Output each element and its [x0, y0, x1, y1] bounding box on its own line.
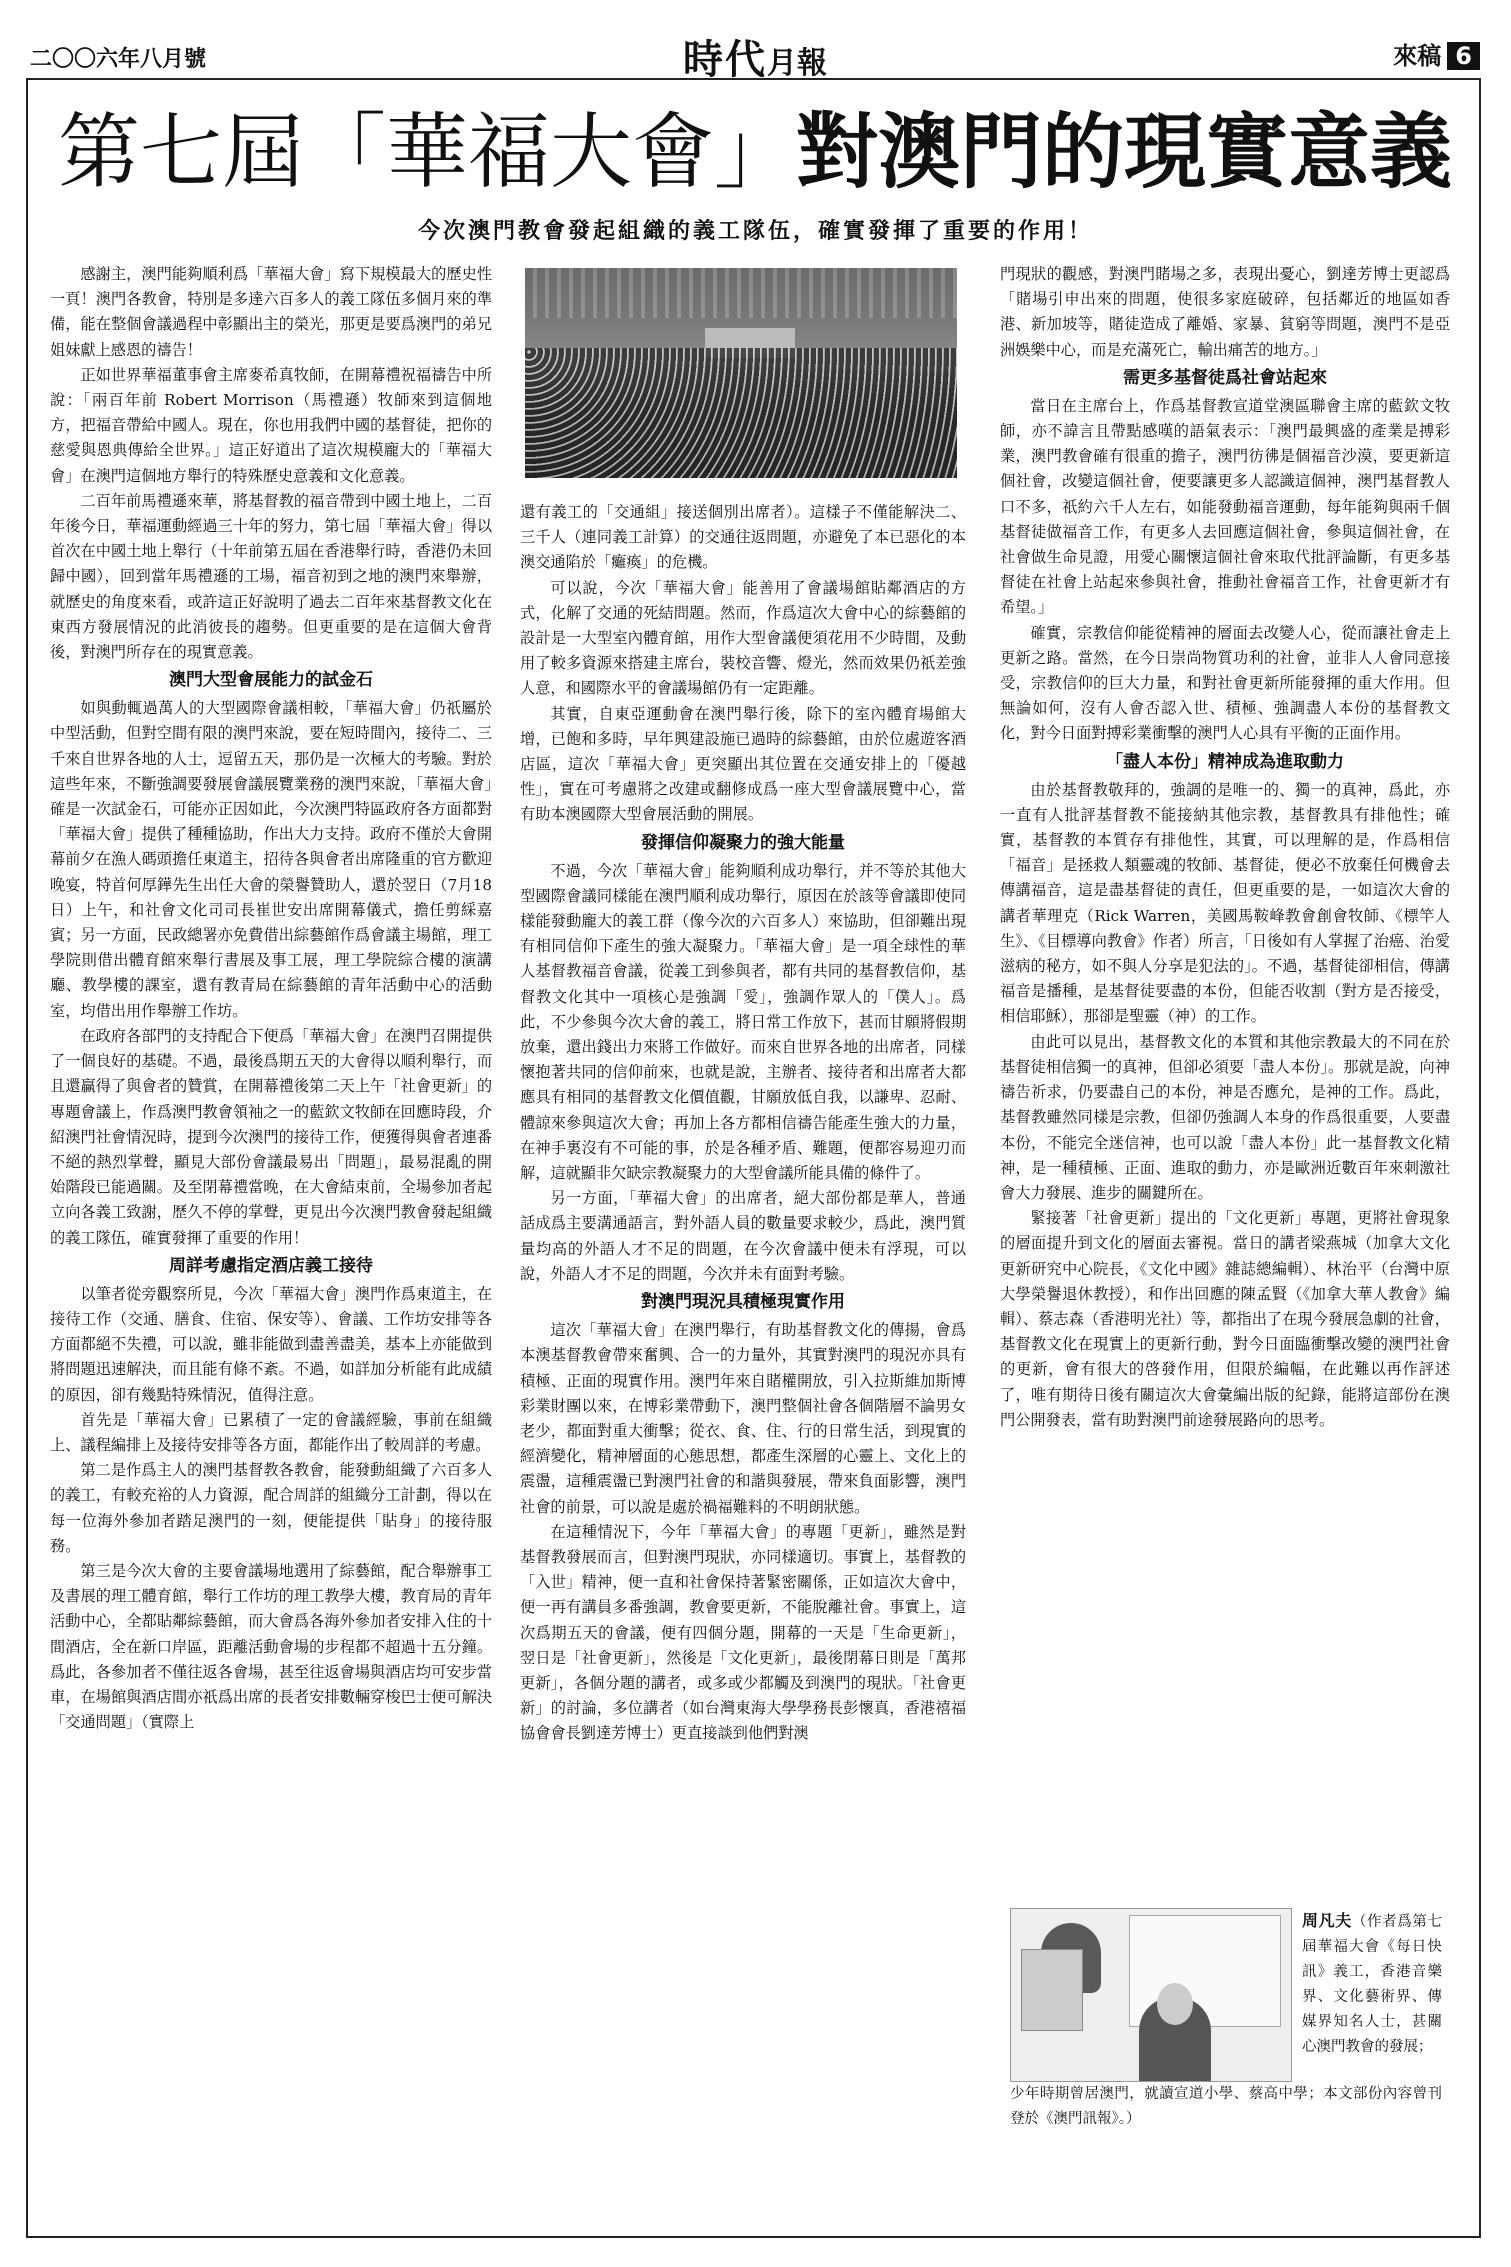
author-bio-text: （作者爲第七屆華福大會《每日快訊》義工，香港音樂界、文化藝術界、傳媒界知名人士，甚關心澳門教會的發展；: [1302, 1914, 1442, 2055]
article-headline: [58, 105, 1453, 200]
photo-roof: [525, 268, 957, 318]
paragraph: 當日在主席台上，作爲基督教宣道堂澳區聯會主席的藍欽文牧師，亦不諱言且帶點感嘆的語氣表示：「澳門最興盛的產業是搏彩業，澳門教會確有很重的擔子，澳門彷彿是個福音沙漠，要更新這個社會，改變這個社會，便要讓更多人認識這個神，澳門基督教人口不多，祇約六千人左右，如能發動福音運動，每年能夠與兩千個基督徒做福音工作，有更多人去回應這個社會，參與這個社會，在社會做生命見證，用愛心關懷這個社會來取代批評論斷，有更多基督徒在社會上站起來參與社會，推動社會福音工作，社會更新才有希望。」: [1000, 396, 1450, 617]
section-heading: 「盡人本份」精神成為進取動力: [1106, 751, 1344, 772]
column-1: [50, 262, 492, 1735]
conference-hall-photo: [525, 268, 957, 478]
paragraph: 確實，宗教信仰能從精神的層面去改變人心，從而讓社會走上更新之路。當然，在今日崇尚物質功利的社會，並非人人會同意接受，宗教信仰的巨大力量，和對社會更新所能發揮的重大作用。但無論如何，沒有人會否認入世、積極、強調盡人本份的基督教文化，對今日面對搏彩業衝擊的澳門人心具有平衡的正面作用。: [1000, 623, 1450, 743]
issue-date: 二〇〇六年八月號: [30, 47, 207, 72]
section-name: 來稿: [1393, 42, 1442, 70]
paragraph: 如與動輒過萬人的大型國際會議相較，「華福大會」仍祇屬於中型活動，但對空間有限的澳門來說，要在短時間內，接待二、三千來自世界各地的人士，逗留五天，那仍是一次極大的考驗。對於這些年來，不斷強調要發展會議展覽業務的澳門來說，「華福大會」確是一次試金石，可能亦正因如此，今次澳門特區政府各方面都對「華福大會」提供了種種協助，作出大力支持。政府不僅於大會開幕前夕在漁人碼頭擔任東道主，招待各與會者出席隆重的官方歡迎晚宴，特首何厚鏵先生出任大會的榮譽贊助人，還於翌日（7月18日）上午，和社會文化司司長崔世安出席開幕儀式，擔任剪綵嘉賓；另一方面，民政總署亦免費借出綜藝館作爲會議主場館，理工學院則借出體育館來舉行書展及事工展，理工學院綜合樓的演講廳、教學樓的課室，還有教青局在綜藝館的青年活動中心的活動室，均借出用作舉辦工作坊。: [50, 699, 492, 1020]
paragraph: 這次「華福大會」在澳門舉行，有助基督教文化的傳揚，會爲本澳基督教會帶來奮興、合一的力量外，其實對澳門的現況亦具有積極、正面的現實作用。澳門年來自賭權開放，引入拉斯維加斯博彩業財團以來，在博彩業帶動下，澳門整個社會各個階層不論男女老少，都面對重大衝擊；從衣、食、住、行的日常生活，到現實的經濟變化，精神層面的心態思想，都產生深層的心靈上、文化上的震盪，這種震盪已對澳門社會的和諧與發展，帶來負面影響，澳門社會的前景，可以說是處於禍福難料的不明朗狀態。: [520, 1321, 966, 1516]
section-heading: 需更多基督徒爲社會站起來: [1123, 367, 1327, 388]
section-heading: 對澳門現況具積極現實作用: [641, 1292, 845, 1313]
section-heading: 周詳考慮指定酒店義工接待: [169, 1255, 373, 1276]
paragraph: 二百年前馬禮遜來華，將基督教的福音帶到中國土地上，二百年後今日，華福運動經過三十年的努力，第七屆「華福大會」得以首次在中國土地上舉行（十年前第五屆在香港舉行時，香港仍未回歸中國），回到當年馬禮遜的工場，福音初到之地的澳門來舉辦，就歷史的角度來看，或許這正好說明了過去二百年來基督教文化在東西方發展情況的此消彼長的趨勢。但更重要的是在這個大會背後，對澳門所存在的現實意義。: [50, 491, 492, 662]
headline-part2: 對澳門的現實意義: [796, 105, 1453, 200]
newspaper-title: [30, 28, 1480, 85]
paragraph: 第二是作爲主人的澳門基督教各教會，能發動組織了六百多人的義工，有較充裕的人力資源，配合周詳的組織分工計劃，得以在每一位海外參加者踏足澳門的一刻，便能提供「貼身」的接待服務。: [50, 1461, 492, 1555]
headline-part1: 第七屆「華福大會」: [58, 105, 797, 200]
paragraph: 以筆者從旁觀察所見，今次「華福大會」澳門作爲東道主，在接待工作（交通、膳食、住宿、保安等）、會議、工作坊安排等各方面都絕不失禮，可以說，雖非能做到盡善盡美，基本上亦能做到將問題迅速解決，而且能有條不紊。不過，如詳加分析能有此成績的原因，卻有幾點特殊情況，值得注意。: [50, 1284, 492, 1404]
newspaper-title-sub: 月報: [767, 46, 827, 81]
paragraph: 可以說，今次「華福大會」能善用了會議場館貼鄰酒店的方式，化解了交通的死結問題。然而，作爲這次大會中心的綜藝館的設計是一大型室內體育館，用作大型會議便須花用不少時間，及動用了較多資源來搭建主席台，裝校音響、燈光，然而效果仍祇差強人意，和國際水平的會議場館仍有一定距離。: [520, 578, 966, 698]
paragraph: 門現狀的觀感，對澳門賭場之多，表現出憂心，劉達芳博士更認爲「賭場引申出來的問題，使很多家庭破碎，包括鄰近的地區如香港、新加坡等，賭徒造成了離婚、家暴、貧窮等問題，澳門不是亞洲娛樂中心，而是充滿死亡，輸出痛苦的地方。」: [1000, 265, 1450, 359]
paragraph: 還有義工的「交通組」接送個別出席者）。這樣子不僅能解決二、三千人（連同義工計算）的交通往返問題，亦避免了本已惡化的本澳交通陷於「癱瘓」的危機。: [520, 503, 966, 572]
section-heading: 發揮信仰凝聚力的強大能量: [641, 832, 845, 853]
paragraph: 由於基督教敬拜的，強調的是唯一的、獨一的真神，爲此，亦一直有人批評基督教不能接納其他宗教，基督教具有排他性；確實，基督教的本質存有排他性，其實，可以理解的是，作爲相信「福音」是拯救人類靈魂的牧師、基督徒，便必不放棄任何機會去傳講福音，這是盡基督徒的責任，但更重要的是，一如這次大會的講者華理克（Rick Warren，美國馬鞍峰教會創會牧師、《標竿人生》、《目標導向教會》作者）所言，「日後如有人掌握了治癌、治愛滋病的秘方，如不與人分享是犯法的」。不過，基督徒卻相信，傳講福音是播種，是基督徒要盡的本份，但能否收割（對方是否接受，相信耶穌），那卻是聖靈（神）的工作。: [1000, 780, 1450, 1026]
paragraph: 緊接著「社會更新」提出的「文化更新」專題，更將社會現象的層面提升到文化的層面去審視。當日的講者梁燕城（加拿大文化更新研究中心院長，《文化中國》雜誌總編輯）、林治平（台灣中原大學榮譽退休教授），和作出回應的陳孟賢（《加拿大華人教會》編輯）、蔡志森（香港明光社）等，都指出了在現今發展急劇的社會，基督教文化在現實上的更新行動，對今日面臨衝擊改變的澳門社會的更新，會有很大的啓發作用，但限於編幅，在此難以再作評述了，唯有期待日後有關這次大會彙編出版的紀錄，能將這部份在澳門公開發表，當有助對澳門前途發展路向的思考。: [1000, 1209, 1450, 1429]
newspaper-title-main: 時代: [683, 37, 767, 83]
photo-face: [1157, 1983, 1193, 2025]
page-number: 6: [1447, 42, 1480, 70]
photo-crowd: [525, 348, 957, 478]
section-label: [1393, 36, 1480, 71]
paragraph: 另一方面，「華福大會」的出席者，絕大部份都是華人，普通話成爲主要溝通語言，對外語人員的數量要求較少，爲此，澳門質量均高的外語人才不足的問題，在今次會議中便未有浮現，可以說，外語人才不足的問題，今次并未有面對考驗。: [520, 1189, 966, 1283]
column-2: [520, 500, 966, 1747]
section-heading: 澳門大型會展能力的試金石: [169, 670, 373, 691]
photo-book: [1021, 1949, 1083, 2031]
paragraph: 由此可以見出，基督教文化的本質和其他宗教最大的不同在於基督徒相信獨一的真神，但卻必須要「盡人本份」。那就是說，向神禱告祈求，仍要盡自己的本份，神是否應允，是神的工作。爲此，基督教雖然同樣是宗教，但卻仍強調人本身的作爲很重要，人要盡本份，不能完全迷信神，也可以說「盡人本份」此一基督教文化精神，是一種積極、正面、進取的動力，亦是歐洲近數百年來刺激社會大力發展、進步的關鍵所在。: [1000, 1032, 1450, 1202]
paragraph: 正如世界華福董事會主席麥希真牧師，在開幕禮祝福禱告中所說：「兩百年前 Robert Morrison（馬禮遜）牧師來到這個地方，把福音帶給中國人。現在，你也用我們中國的基督徒，把你的慈愛與恩典傳給全世界。」這正好道出了這次規模龐大的「華福大會」在澳門這個地方舉行的特殊歷史意義和文化意義。: [50, 365, 492, 485]
author-bio-bottom: 少年時期曾居澳門，就讀宣道小學、蔡高中學；本文部份內容曾刊登於《澳門訊報》。）: [1010, 2086, 1442, 2127]
author-photo: [1010, 1908, 1292, 2082]
paragraph: 首先是「華福大會」已累積了一定的會議經驗，事前在組織上、議程編排上及接待安排等各方面，都能作出了較周詳的考慮。: [50, 1410, 492, 1454]
paragraph: 在政府各部門的支持配合下便爲「華福大會」在澳門召開提供了一個良好的基礎。不過，最後爲期五天的大會得以順利舉行，而且還贏得了與會者的贊賞，在開幕禮後第二天上午「社會更新」的專題會議上，作爲澳門教會領袖之一的藍欽文牧師在回應時段，介紹澳門社會情況時，提到今次澳門的接待工作，便獲得與會者連番不絕的熱烈掌聲，顯見大部份會議最易出「問題」，最易混亂的開始階段已能過關。及至閉幕禮當晚，在大會結束前，全場參加者起立向各義工致謝，歷久不停的掌聲，更見出今次澳門教會發起組織的義工隊伍，確實發揮了重要的作用！: [50, 1026, 492, 1247]
paragraph: 感謝主，澳門能夠順利爲「華福大會」寫下規模最大的歷史性一頁！澳門各教會，特別是多達六百多人的義工隊伍多個月來的準備，能在整個會議過程中彰顯出主的榮光，那更是要爲澳門的弟兄姐妹獻上感恩的禱告！: [50, 265, 492, 359]
author-bio-side: [1302, 1908, 1442, 2060]
paragraph: 在這種情況下，今年「華福大會」的專題「更新」，雖然是對基督教發展而言，但對澳門現狀，亦同樣適切。事實上，基督教的「入世」精神，便一直和社會保持著緊密關係，正如這次大會中，便一再有講員多番強調，教會要更新，不能脫離社會。事實上，這次爲期五天的會議，便有四個分題，開幕的一天是「生命更新」，翌日是「社會更新」，然後是「文化更新」，最後閉幕日則是「萬邦更新」，各個分題的講者，或多或少都觸及到澳門的現狀。「社會更新」的討論，多位講者（如台灣東海大學學務長彭懷真，香港禧福協會會長劉達芳博士）更直接談到他們對澳: [520, 1522, 966, 1743]
paragraph: 其實，自東亞運動會在澳門舉行後，除下的室內體育場館大增，已飽和多時，早年興建設施已過時的綜藝館，由於位處遊客酒店區，這次「華福大會」更突顯出其位置在交通安排上的「優越性」，實在可考慮將之改建或翻修成爲一座大型會議展覽中心，當有助本澳國際大型會展活動的開展。: [520, 704, 966, 824]
masthead: [30, 28, 1480, 83]
paragraph: 不過，今次「華福大會」能夠順利成功舉行，并不等於其他大型國際會議同樣能在澳門順利成功舉行，原因在於該等會議即使同樣能發動龐大的義工群（像今次的六百多人）來協助，但卻難出現有相同信仰下產生的強大凝聚力。「華福大會」是一項全球性的華人基督教福音會議，從義工到參與者，都有共同的基督教信仰，基督教文化其中一項核心是強調「愛」，強調作眾人的「僕人」。爲此，不少參與今次大會的義工，將日常工作放下，甚而甘願將假期放棄，還出錢出力來將工作做好。而來自世界各地的出席者，同樣懷抱著共同的信仰前來，也就是說，主辦者、接待者和出席者大都應具有相同的基督教文化價值觀，甘願放低自我，以謙卑、忍耐、體諒來參與這次大會；再加上各方都相信禱告能產生強大的力量，在神手裏沒有不可能的事，於是各種矛盾、難題，便都容易迎刃而解，這就顯非欠缺宗教凝聚力的大型會議所能具備的條件了。: [520, 861, 966, 1183]
paragraph: 第三是今次大會的主要會議場地選用了綜藝館，配合舉辦事工及書展的理工體育館，舉行工作坊的理工教學大樓，教育局的青年活動中心，全都貼鄰綜藝館，而大會爲各海外參加者安排入住的十間酒店，全在新口岸區，距離活動會場的步程都不超過十五分鐘。爲此，各參加者不僅往返各會場，甚至往返會場與酒店均可安步當車，在場館與酒店間亦祇爲出席的長者安排數輛穿梭巴士便可解決「交通問題」（實際上: [50, 1561, 492, 1732]
author-box: [1010, 1908, 1442, 2138]
column-3: [1000, 262, 1450, 1433]
author-name: 周凡夫: [1302, 1911, 1352, 1930]
article-subhead: 今次澳門教會發起組織的義工隊伍，確實發揮了重要的作用！: [417, 219, 1093, 244]
